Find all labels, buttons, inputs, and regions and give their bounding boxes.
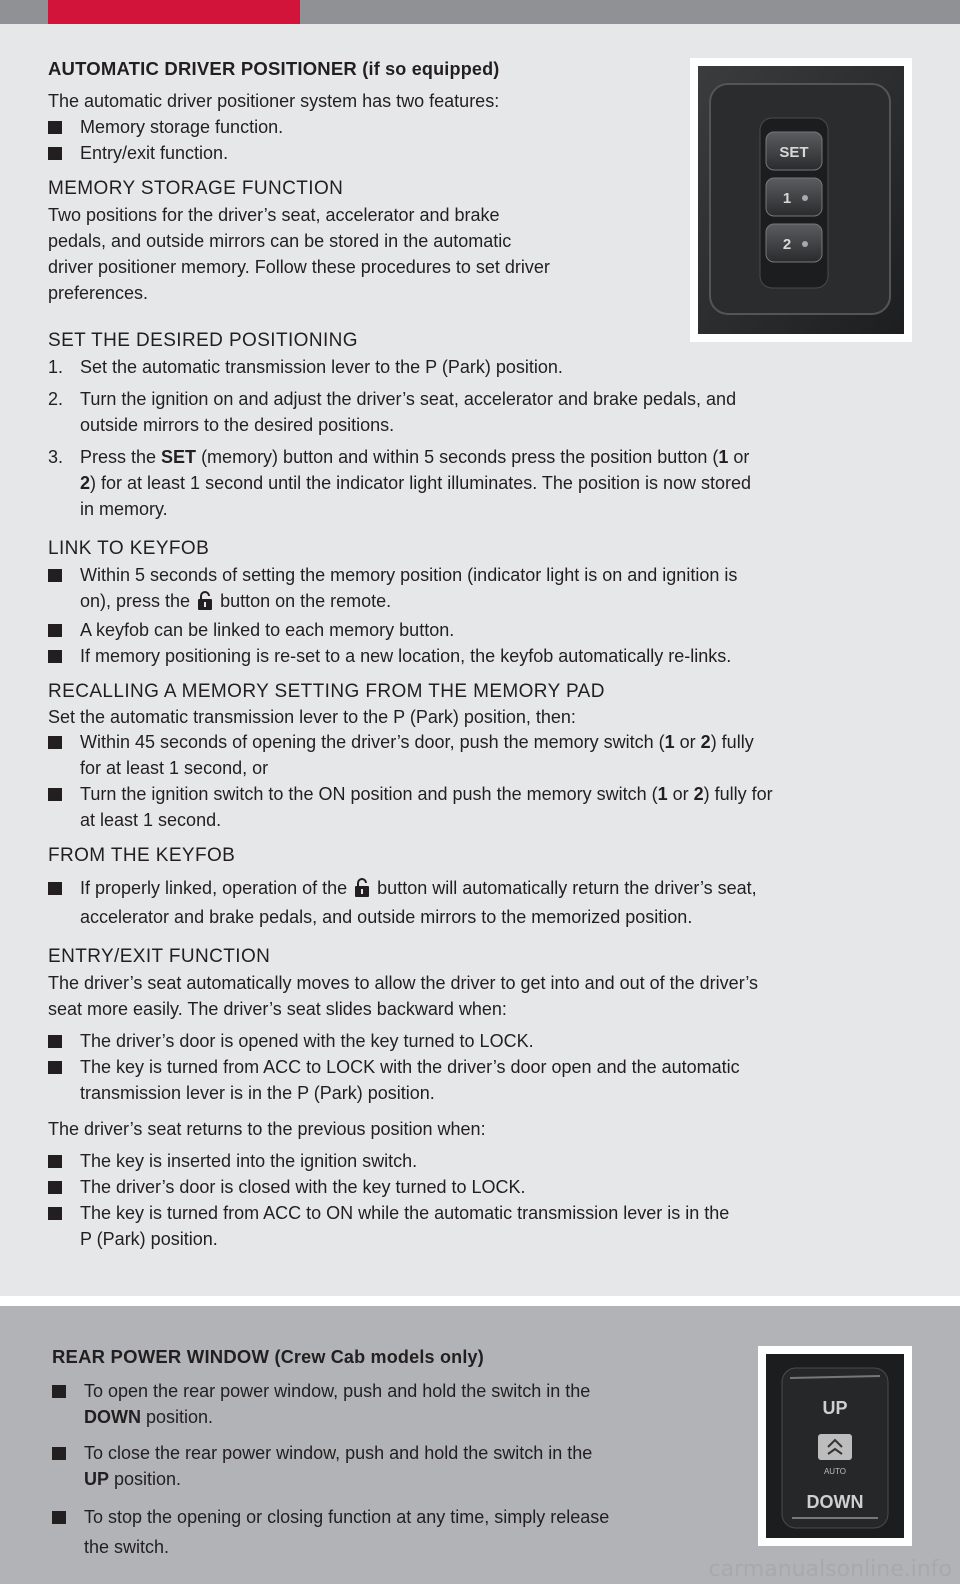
list-item: Within 45 seconds of opening the driver’s door, push the memory switch (1 or 2) fully for at least 1 second, or xyxy=(48,729,918,781)
memory-heading: MEMORY STORAGE FUNCTION xyxy=(48,178,344,199)
entry-heading: ENTRY/EXIT FUNCTION xyxy=(48,946,271,967)
section-tab-accent xyxy=(48,0,300,24)
list-item: Turn the ignition switch to the ON position and push the memory switch (1 or 2) fully for at least 1 second. xyxy=(48,781,918,833)
list-item: The driver’s door is opened with the key turned to LOCK. xyxy=(48,1028,918,1054)
lock-icon xyxy=(197,590,213,617)
entry-text: The driver’s seat automatically moves to allow the driver to get into and out of the driver’s seat more easily. The driver’s seat slides backward when: xyxy=(48,973,759,1019)
recall-heading: RECALLING A MEMORY SETTING FROM THE MEMORY PAD xyxy=(48,681,605,702)
memory-text: Two positions for the driver’s seat, accelerator and brake pedals, and outside mirrors can be stored in the automatic driver positioner memory. Follow these procedures to set driver preferences. xyxy=(48,205,550,303)
list-item: Memory storage function. xyxy=(48,114,668,140)
intro-block xyxy=(48,88,668,306)
list-item: The key is turned from ACC to ON while the automatic transmission lever is in the P (Park) position. xyxy=(48,1200,918,1252)
section-divider xyxy=(0,1296,960,1306)
lock-icon xyxy=(354,877,370,904)
list-item: If properly linked, operation of the button will automatically return the driver’s seat, accelerator and brake pedals, and outside mirrors to the memorized position. xyxy=(48,875,918,930)
list-item: To close the rear power window, push and hold the switch in the UP position. xyxy=(52,1440,732,1492)
list-item: To open the rear power window, push and hold the switch in the DOWN position. xyxy=(52,1378,732,1430)
return-list xyxy=(48,1148,918,1252)
set-heading: SET THE DESIRED POSITIONING xyxy=(48,330,358,351)
step-item: 3. Press the SET (memory) button and within 5 seconds press the position button (1 or 2) for at least 1 second until the indicator light illuminates. The position is now stored in memory. xyxy=(48,447,752,519)
rear-window-block xyxy=(52,1378,732,1562)
memory-pad-photo xyxy=(690,58,912,342)
fromkeyfob-list xyxy=(48,875,918,930)
keyfob-list xyxy=(48,562,918,669)
step-item: 1. Set the automatic transmission lever to the P (Park) position. xyxy=(48,357,563,377)
watermark: carmanualsonline.info xyxy=(708,1557,952,1582)
section-title: AUTOMATIC DRIVER POSITIONER (if so equipped) xyxy=(48,58,500,79)
svg-text:SET: SET xyxy=(779,144,809,161)
fromkeyfob-heading: FROM THE KEYFOB xyxy=(48,845,236,866)
recall-intro: Set the automatic transmission lever to the P (Park) position, then: xyxy=(48,707,576,727)
rear-window-title: REAR POWER WINDOW (Crew Cab models only) xyxy=(52,1346,484,1367)
entry-list xyxy=(48,1028,918,1106)
list-item: The key is turned from ACC to LOCK with the driver’s door open and the automatic transmission lever is in the P (Park) position. xyxy=(48,1054,918,1106)
svg-text:1: 1 xyxy=(782,190,792,207)
step-list xyxy=(48,354,918,522)
list-item: If memory positioning is re-set to a new location, the keyfob automatically re-links. xyxy=(48,643,918,669)
step-item: 2. Turn the ignition on and adjust the driver’s seat, accelerator and brake pedals, and outside mirrors to the desired positions. xyxy=(48,389,737,435)
rear-window-list xyxy=(52,1378,732,1562)
list-item: Entry/exit function. xyxy=(48,140,668,166)
list-item: A keyfob can be linked to each memory button. xyxy=(48,617,918,643)
svg-text:UP: UP xyxy=(822,1398,848,1418)
svg-text:2: 2 xyxy=(782,236,792,253)
list-item: The driver’s door is closed with the key turned to LOCK. xyxy=(48,1174,918,1200)
set-block xyxy=(48,328,918,1252)
window-switch-photo xyxy=(758,1346,912,1546)
keyfob-heading: LINK TO KEYFOB xyxy=(48,538,210,559)
svg-text:DOWN: DOWN xyxy=(806,1492,864,1512)
list-item: The key is inserted into the ignition switch. xyxy=(48,1148,918,1174)
svg-text:AUTO: AUTO xyxy=(823,1467,847,1476)
intro-text: The automatic driver positioner system has two features: xyxy=(48,91,500,111)
list-item: Within 5 seconds of setting the memory position (indicator light is on and ignition is on), press the button on the remote. xyxy=(48,562,918,617)
recall-list xyxy=(48,729,918,833)
top-bar xyxy=(0,0,960,24)
list-item: To stop the opening or closing function at any time, simply release the switch. xyxy=(52,1502,732,1562)
feature-list xyxy=(48,114,668,166)
return-text: The driver’s seat returns to the previous position when: xyxy=(48,1119,486,1139)
